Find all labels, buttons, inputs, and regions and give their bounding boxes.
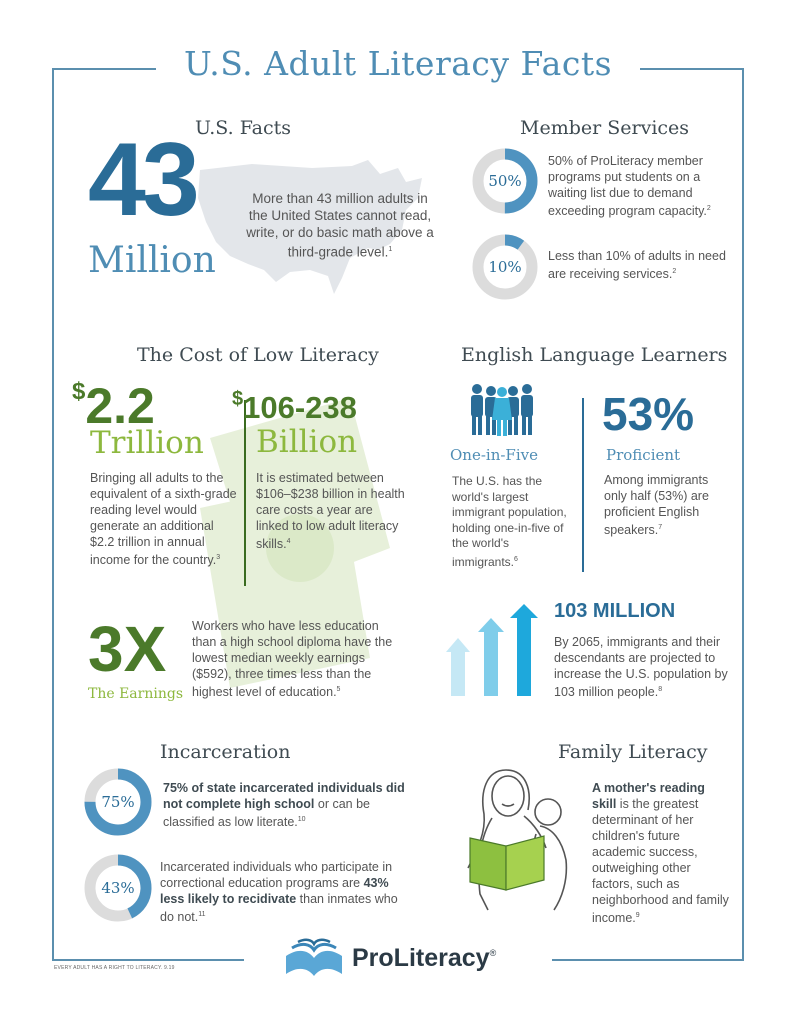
mother-child-reading-icon <box>462 764 584 914</box>
inc-ring-43-label: 43% <box>101 879 135 897</box>
cost-b-currency: $ <box>232 388 244 410</box>
ell-b-label: Proficient <box>606 446 681 464</box>
cost-a-currency: $ <box>72 378 86 405</box>
cost-c-ref: 5 <box>336 686 341 693</box>
frame-right <box>742 68 744 961</box>
us-facts-ref: 1 <box>388 246 393 253</box>
cost-b-value-wrap <box>232 388 357 428</box>
arrow-medium <box>478 618 504 696</box>
us-facts-heading: U.S. Facts <box>195 117 291 139</box>
cost-heading: The Cost of Low Literacy <box>137 344 379 366</box>
cost-a-text: Bringing all adults to the equivalent of a sixth-grade reading level would generate an additional $2.2 trillion in annual income for the country. <box>90 471 237 568</box>
incarceration-heading: Incarceration <box>160 741 291 763</box>
inc-item-2-bold: 43% less likely to recidivate <box>160 876 389 906</box>
us-facts-text: More than 43 million adults in the United States cannot read, write, or do basic math above a third-grade level. <box>246 191 434 260</box>
ell-a-label: One-in-Five <box>450 446 538 464</box>
cost-c-text-wrap <box>192 618 406 700</box>
ell-c-text-wrap <box>554 634 734 700</box>
cost-b-ref: 4 <box>286 538 291 545</box>
growth-arrows-icon <box>442 604 542 698</box>
book-logo-icon <box>282 938 346 978</box>
family-bold: A mother's reading skill <box>592 781 705 811</box>
ell-c-text: By 2065, immigrants and their descendants are projected to increase the U.S. population by 103 million people. <box>554 635 728 700</box>
frame-left <box>52 68 54 961</box>
arrow-short <box>446 638 470 696</box>
cost-b-text: It is estimated between $106–$238 billion in health care costs a year are linked to low adult literacy skills. <box>256 471 405 552</box>
inc-item-1 <box>163 780 413 830</box>
frame-bottom-left <box>52 959 244 961</box>
family-heading: Family Literacy <box>558 741 708 763</box>
inc-item-1-ref: 10 <box>297 816 306 823</box>
us-facts-big-unit: Million <box>88 240 216 281</box>
family-rest: is the greatest determinant of her children's future academic success, outweighing other factors, such as neighborhood and family income. <box>592 797 729 926</box>
inc-ring-75 <box>84 768 152 836</box>
cost-a-unit: Trillion <box>90 425 204 461</box>
inc-ring-43 <box>84 854 152 922</box>
cost-a-ref: 3 <box>216 554 221 561</box>
cost-b-text-wrap <box>256 470 406 552</box>
inc-item-2-pre: Incarcerated individuals who participate in correctional education programs are <box>160 860 393 890</box>
green-book <box>470 836 544 890</box>
footer-logo-reg: ® <box>489 948 497 958</box>
ell-a-text: The U.S. has the world's largest immigrant population, holding one-in-five of the world's immigrants. <box>452 474 567 569</box>
ms-ring-50 <box>472 148 538 214</box>
cost-a-value: 2.2 <box>85 378 155 434</box>
member-services-heading: Member Services <box>520 117 690 139</box>
ms-ring-50-label: 50% <box>488 172 522 190</box>
ms-item-2 <box>548 248 728 282</box>
ell-divider <box>582 398 584 572</box>
cost-c-text: Workers who have less education than a high school diploma have the lowest median weekly earnings ($592), three times less than the highest level of education. <box>192 619 393 700</box>
frame-bottom-right <box>552 959 744 961</box>
ms-item-2-ref: 2 <box>672 268 677 275</box>
inc-item-2-rest: than inmates who do not. <box>160 892 398 925</box>
cost-a-text-wrap <box>90 470 240 568</box>
footer-tagline: EVERY ADULT HAS A RIGHT TO LITERACY. 9.19 <box>54 965 175 971</box>
inc-item-2 <box>160 859 400 925</box>
ell-b-ref: 7 <box>658 524 663 531</box>
ms-item-1-text: 50% of ProLiteracy member programs put students on a waiting list due to demand exceeding program capacity. <box>548 154 707 219</box>
ell-heading: English Language Learners <box>461 344 728 366</box>
us-facts-text-wrap <box>242 190 438 261</box>
ell-b-text: Among immigrants only half (53%) are proficient English speakers. <box>604 473 709 538</box>
page-title: U.S. Adult Literacy Facts <box>183 44 613 83</box>
ell-a-text-wrap <box>452 474 570 570</box>
ms-item-1 <box>548 153 728 219</box>
cost-b-value: 106-238 <box>243 390 357 425</box>
ell-c-ref: 8 <box>658 686 663 693</box>
cost-c-value: 3X <box>88 613 167 685</box>
us-facts-big-number: 43 <box>88 122 196 238</box>
cost-c-label: The Earnings <box>88 686 184 702</box>
inc-item-1-bold: 75% of state incarcerated individuals did not complete high school <box>163 781 405 811</box>
inc-ring-75-label: 75% <box>101 793 135 811</box>
arrow-tall <box>510 604 538 696</box>
ell-b-text-wrap <box>604 472 728 538</box>
footer-logo <box>282 938 496 978</box>
ms-item-1-ref: 2 <box>706 205 711 212</box>
family-text-wrap <box>592 780 732 926</box>
ms-ring-10-label: 10% <box>488 258 522 276</box>
footer-logo-text: ProLiteracy <box>352 943 490 972</box>
family-ref: 9 <box>635 912 640 919</box>
ms-ring-10 <box>472 234 538 300</box>
ell-c-value: 103 MILLION <box>554 600 676 622</box>
inc-item-1-rest: or can be classified as low literate. <box>163 797 370 830</box>
inc-item-2-ref: 11 <box>198 911 206 918</box>
ell-b-value: 53% <box>602 388 695 440</box>
cost-b-unit: Billion <box>256 424 358 460</box>
people-group-icon <box>468 382 536 438</box>
ms-item-2-text: Less than 10% of adults in need are receiving services. <box>548 249 726 282</box>
ell-a-ref: 6 <box>514 555 518 563</box>
